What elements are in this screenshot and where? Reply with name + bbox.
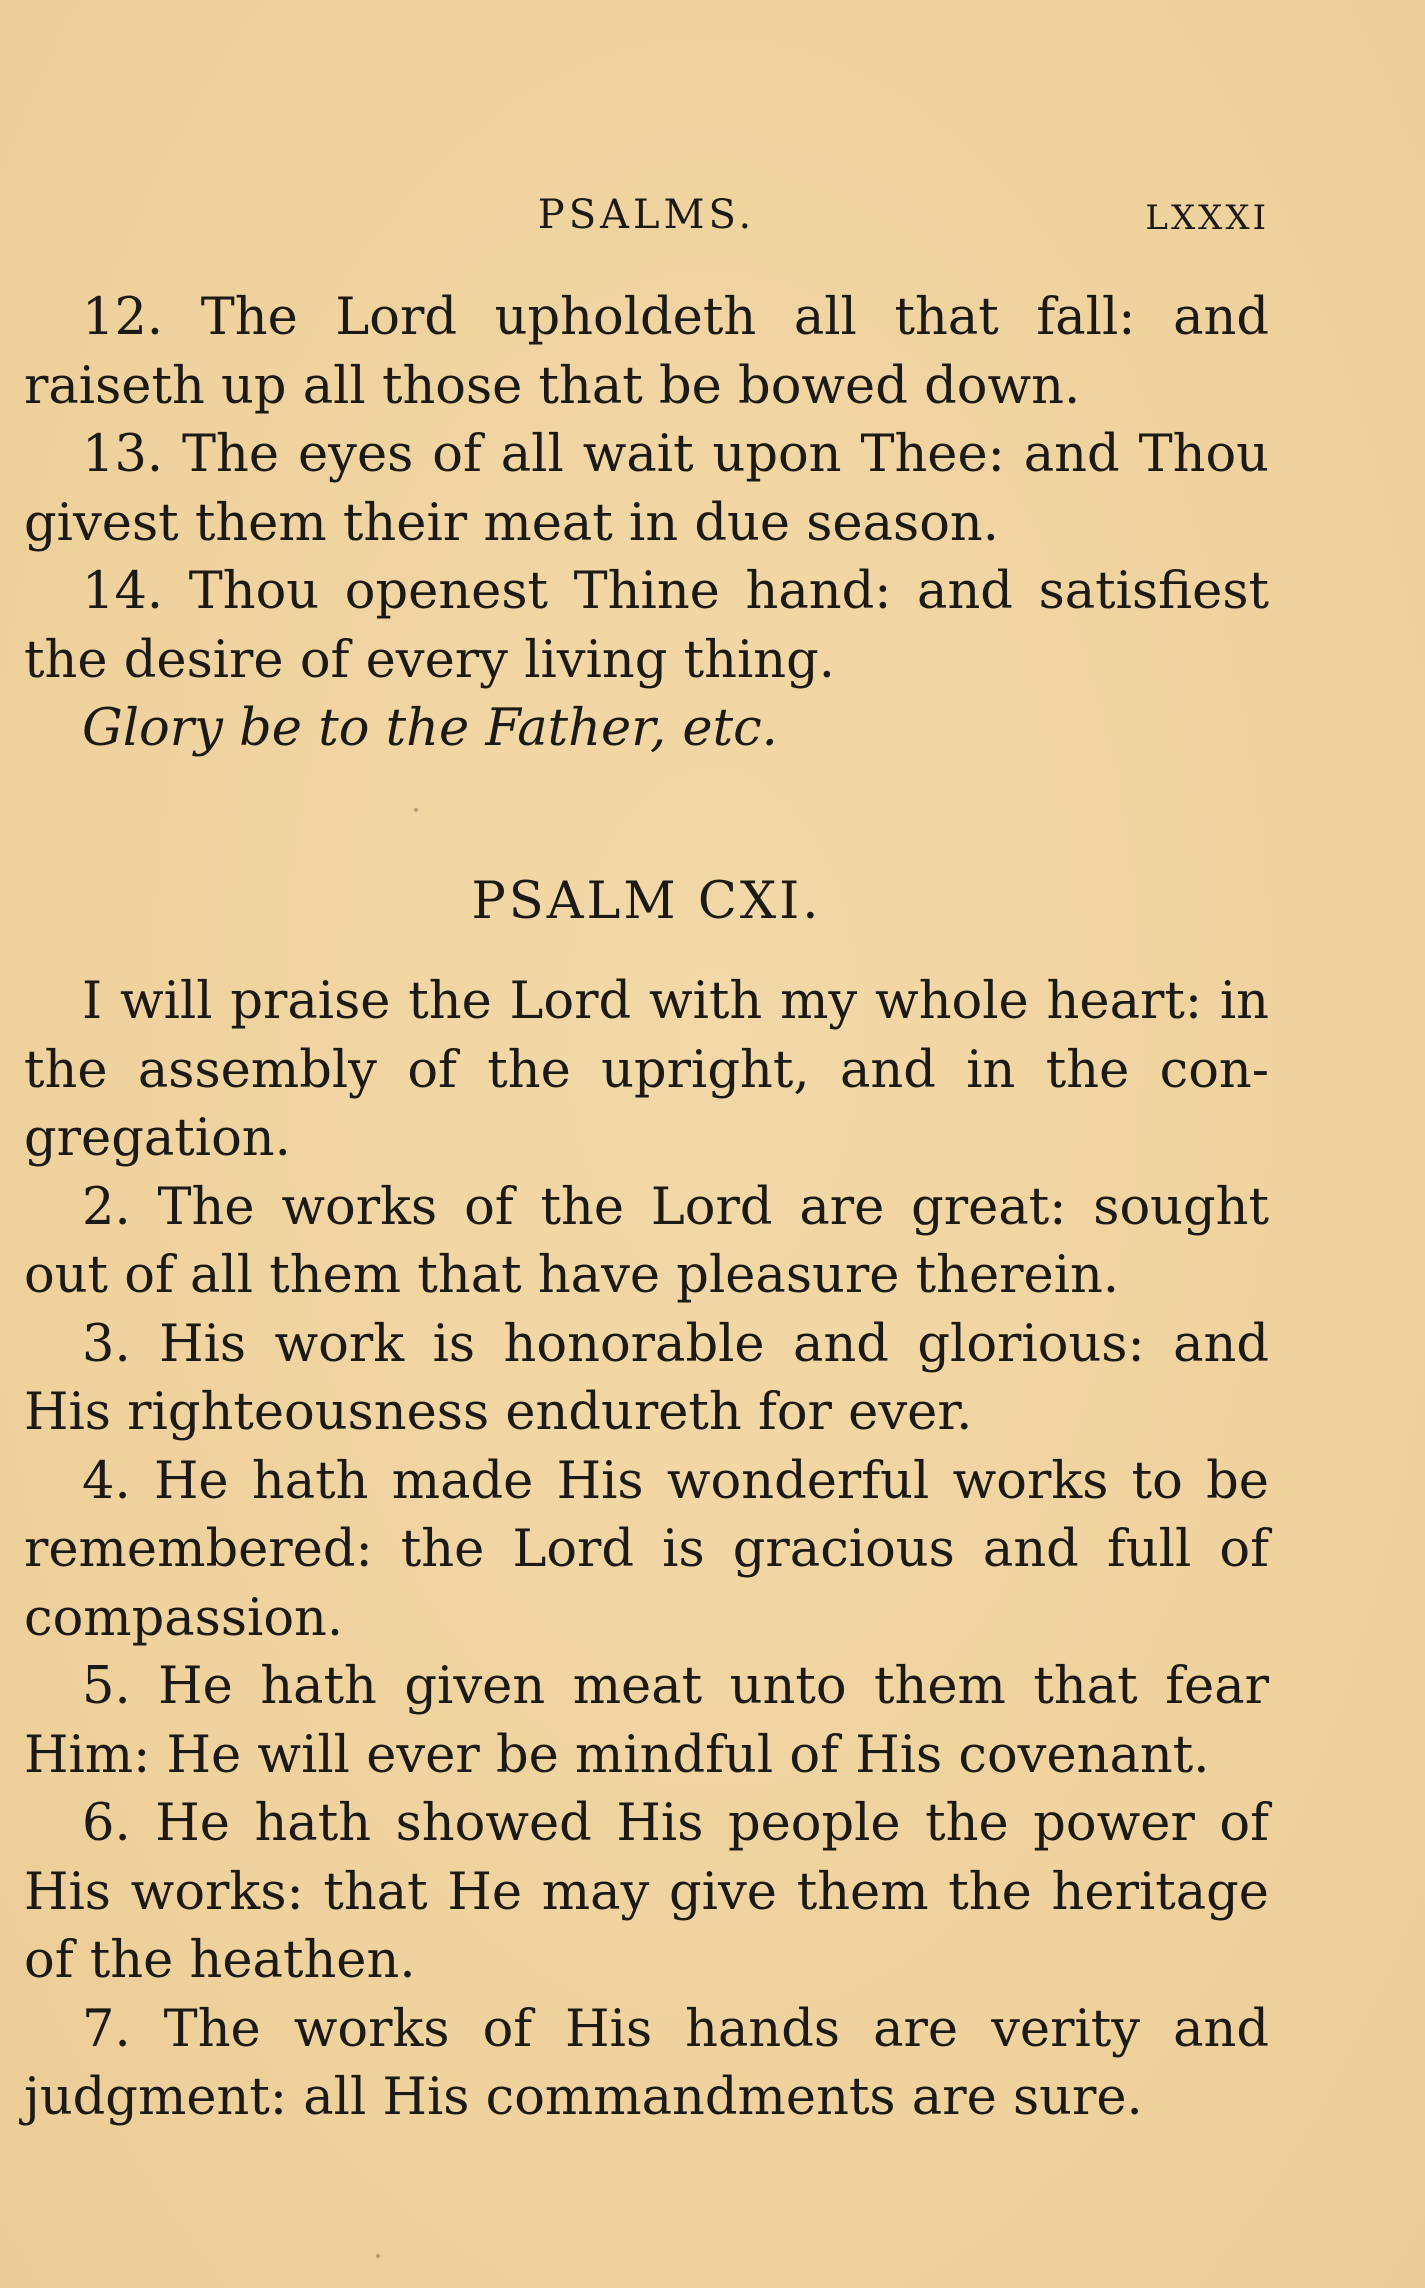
psalm-verse-4: 4. He hath made His wonderful works to be remembered: the Lord is gracious and full of compassion.: [24, 1451, 1269, 1648]
psalm-verse-6: 6. He hath showed His people the power of His works: that He may give them the heritage of the heathen.: [24, 1794, 1269, 1990]
verse-14: 14. Thou openest Thine hand: and satisfiest the desire of every living thing.: [24, 562, 1269, 690]
gloria-patri: Glory be to the Father, etc.: [82, 699, 778, 758]
verse-13: 13. The eyes of all wait upon Thee: and Thou givest them their meat in due season.: [24, 425, 1269, 553]
psalm-heading: PSALM CXI.: [471, 871, 822, 931]
text-block: [24, 284, 1269, 2133]
paper-speck: [414, 808, 418, 812]
verse-12: 12. The Lord upholdeth all that fall: and raiseth up all those that be bowed down.: [24, 288, 1269, 416]
psalm-verse-5: 5. He hath given meat unto them that fear Him: He will ever be mindful of His covenant.: [24, 1657, 1269, 1785]
page-number: LXXXI: [1145, 198, 1269, 238]
running-head-title: PSALMS.: [537, 192, 756, 238]
psalm-verse-7: 7. The works of His hands are verity and judgment: all His commandments are sure.: [24, 1999, 1269, 2127]
running-head: [24, 186, 1269, 246]
psalm-verse-3: 3. His work is honorable and glorious: and His righteousness endureth for ever.: [24, 1314, 1269, 1442]
psalm-verse-1: I will praise the Lord with my whole heart: in the assembly of the upright, and in the congregation.: [24, 972, 1269, 1168]
psalm-verse-2: 2. The works of the Lord are great: sought out of all them that have pleasure therein.: [24, 1177, 1269, 1305]
paper-speck: [376, 2254, 380, 2258]
